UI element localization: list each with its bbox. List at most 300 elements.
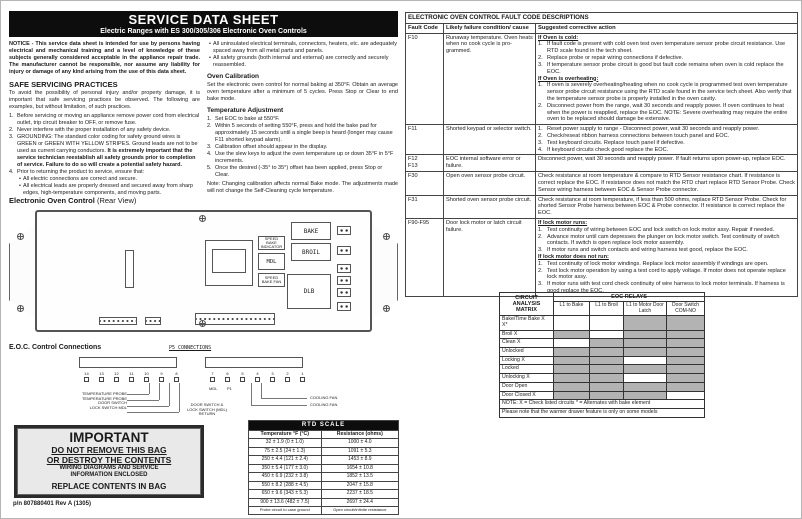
rtd-cell: 32 ± 1.9 (0 ± 1.0)	[249, 439, 322, 448]
pin-square	[285, 377, 290, 382]
matrix-row	[500, 330, 705, 339]
fault-code-table	[405, 12, 798, 297]
matrix-corner-title: CIRCUIT ANALYSIS MATRIX	[500, 293, 554, 316]
action-step	[538, 147, 795, 154]
fault-table-title: ELECTRONIC OVEN CONTROL FAULT CODE DESCRIPTIONS	[406, 13, 798, 24]
matrix-cell	[554, 356, 590, 365]
step-text: Use the slew keys to adjust the oven temperature up or down 35°F in 5°F increments.	[215, 151, 394, 165]
fault-row	[406, 125, 798, 155]
safe-servicing-heading: SAFE SERVICING PRACTICES	[9, 79, 118, 89]
temperature-step	[207, 116, 398, 123]
list-number: 4.	[9, 169, 14, 176]
action-step	[538, 126, 795, 133]
pin-square	[144, 377, 149, 382]
cooling-fan-label: COOLING FAN	[310, 402, 338, 407]
important-line: IMPORTANT	[69, 430, 149, 445]
leader-line	[261, 398, 307, 399]
matrix-row-label: Locked	[500, 365, 554, 374]
list-text	[17, 169, 200, 195]
fault-column-header: Likely failure condition/ cause	[444, 23, 536, 33]
rtd-cell: 1654 ± 10.8	[321, 464, 398, 473]
bullet-text: All safety grounds (both internal and external) are correctly and securely reassembled.	[213, 54, 389, 68]
cooling-fan-label: COOLING FAN	[310, 395, 338, 400]
sub-bullet-item	[17, 183, 200, 195]
matrix-cell	[554, 374, 590, 383]
step-text: Replace probe or repair wiring connections if defective.	[547, 55, 684, 62]
matrix-row-label: Locking X	[500, 356, 554, 365]
step-text: Once the desired (-35° to 35°) offset has been applied, press Stop or Clear.	[215, 165, 383, 179]
list-text	[17, 134, 200, 169]
step-number: 1.	[538, 226, 543, 233]
step-text: Within 5 seconds of setting 550°F, press and hold the bake pad for approximately 15 seconds until a single beep is heard (longer may cause F11 shorted keypad alarm).	[215, 123, 393, 144]
step-text: Set EOC to bake at 550°F.	[215, 116, 280, 123]
connector-label: DOOR SWITCH	[98, 400, 127, 406]
left-text-column	[9, 41, 200, 195]
rtd-cell: 1852 ± 13.5	[321, 473, 398, 482]
leader-line	[127, 412, 179, 413]
matrix-cell	[667, 356, 705, 365]
matrix-footnote: Please note that the warmer drawer feature is only on some models	[500, 409, 705, 418]
connector-pin	[83, 371, 90, 382]
connector-pin	[269, 371, 276, 382]
eoc-connections-heading: E.O.C. Control Connections	[9, 344, 102, 351]
rtd-cell: 900 ± 13.6 (482 ± 7.5)	[249, 498, 322, 507]
connector-pin	[254, 371, 261, 382]
matrix-cell	[590, 391, 624, 400]
fault-action-cell	[536, 218, 798, 296]
temperature-step	[207, 151, 398, 165]
rtd-data-row	[249, 464, 399, 473]
step-number: 3.	[538, 139, 543, 146]
action-heading: If lock motor runs:	[538, 219, 588, 226]
important-notice-box	[14, 425, 204, 498]
step-text: If fault code is present with cold oven test oven temperature sensor probe circuit resistance. Use RTD scale found in the tech sheet.	[547, 41, 786, 55]
rtd-cell: 2697 ± 24.4	[321, 498, 398, 507]
matrix-cell	[624, 339, 667, 348]
list-text-normal: Before servicing or moving an appliance remove power cord from electrical outlet, trip circuit breaker to OFF, or remove fuse.	[17, 113, 200, 127]
step-text: If keyboard circuits check good replace the EOC.	[547, 146, 669, 153]
matrix-column-header: L1 to Bake	[554, 302, 590, 316]
leader-line	[127, 394, 149, 395]
matrix-cell	[590, 382, 624, 391]
matrix-cell	[554, 339, 590, 348]
step-text: Test continuity of lock motor windings. Replace lock motor assembly if windings are open.	[547, 260, 769, 267]
fault-title-row	[406, 13, 798, 24]
fault-row	[406, 195, 798, 218]
rtd-data-row	[249, 481, 399, 490]
pin-square	[225, 377, 230, 382]
pin-square	[159, 377, 164, 382]
mdl-pin-label: MDL	[209, 386, 218, 391]
fault-cause-cell: Runaway temperature. Oven heats when no cook cycle is pro- grammed.	[444, 33, 536, 125]
leader-line	[127, 400, 159, 401]
temperature-adjustment-heading: Temperature Adjustment	[207, 107, 284, 115]
pin-square	[255, 377, 260, 382]
matrix-cell	[624, 391, 667, 400]
circuit-analysis-matrix	[499, 292, 705, 418]
intro-text-columns	[9, 41, 398, 195]
connector-pin	[158, 371, 165, 382]
step-text: Calibration offset should appear in the display.	[215, 144, 328, 151]
step-number: 2.	[538, 102, 543, 109]
matrix-row-label: Broil X	[500, 330, 554, 339]
pin-number: 4	[256, 371, 259, 376]
fault-cause-cell: Shorted oven sensor probe circuit.	[444, 195, 536, 218]
temperature-step	[207, 144, 398, 151]
pin-row-left	[83, 371, 180, 382]
action-step	[538, 247, 795, 254]
matrix-cell	[590, 365, 624, 374]
rtd-data-row	[249, 498, 399, 507]
matrix-cell	[554, 348, 590, 357]
terminal-pair	[337, 264, 351, 273]
right-text-column	[207, 41, 398, 195]
list-number: 2.	[9, 127, 14, 134]
leader-line	[261, 383, 262, 398]
terminal-pair	[337, 288, 351, 297]
matrix-cell	[590, 348, 624, 357]
matrix-row-label: Unlocking X	[500, 374, 554, 383]
step-text: Disconnect power from the range, wait 30 seconds and reapply power. If oven continues to heat when the power is reapplied, replace the EOC. NOTE: Severe overheating may require the entire oven to be replaced should damage be extensive.	[547, 102, 788, 123]
mdl-relay-box: MDL	[258, 253, 285, 270]
matrix-relays-title: EOC RELAYS	[554, 293, 705, 302]
important-line: WIRING DIAGRAMS AND SERVICE	[59, 465, 159, 471]
matrix-row-label: Bake/Time Bake X X*	[500, 316, 554, 330]
safe-servicing-item	[9, 127, 200, 134]
important-line: REPLACE CONTENTS IN BAG	[51, 482, 167, 491]
step-number: 1.	[538, 41, 543, 48]
sub-bullet-text: All electrical leads are properly dressed and secured away from sharp edges, high-temperature components, and moving parts.	[23, 183, 193, 195]
speed-bake-fan-box: SPEED BAKE FAN	[258, 273, 285, 287]
action-step	[538, 55, 795, 62]
pin-number: 8	[175, 371, 178, 376]
rtd-column-header: Resistance (ohms)	[321, 430, 398, 439]
fault-action-cell	[536, 172, 798, 195]
step-number: 3.	[538, 61, 543, 68]
connector-label: TEMPERATURE PROBE	[81, 391, 127, 396]
matrix-cell	[667, 365, 705, 374]
action-step	[538, 62, 795, 76]
list-number: 2.	[207, 123, 212, 130]
pin-number: 12	[114, 371, 119, 376]
terminal-pair	[337, 246, 351, 255]
matrix-cell	[590, 316, 624, 330]
action-step	[538, 268, 795, 282]
screw-hole-icon	[17, 305, 24, 312]
terminal-pair	[337, 276, 351, 285]
fault-cause-cell: EOC internal software error or failure.	[444, 155, 536, 172]
rtd-cell: 1000 ± 4.0	[321, 439, 398, 448]
connector-pin	[209, 371, 216, 382]
fault-code-cell: F12 F13	[406, 155, 444, 172]
connector-pin	[143, 371, 150, 382]
rtd-data-row	[249, 473, 399, 482]
matrix-cell	[554, 391, 590, 400]
step-text: Test lock motor operation by using a test cord to apply voltage. If motor does not operate replace lock motor assy.	[547, 267, 786, 281]
pin-square	[129, 377, 134, 382]
pin-number: 14	[84, 371, 89, 376]
fault-column-header: Suggested corrective action	[536, 23, 798, 33]
fault-code-cell: F90-F95	[406, 218, 444, 296]
rtd-title-row	[249, 421, 399, 431]
safe-servicing-list	[9, 113, 200, 195]
action-step	[538, 41, 795, 55]
matrix-cell	[554, 382, 590, 391]
connector-labels-left	[41, 392, 127, 410]
pin-number: 1	[301, 371, 304, 376]
list-text	[17, 113, 200, 127]
matrix-cell	[667, 316, 705, 330]
step-text: Test continuity of wiring between EOC and lock switch on lock motor assy. Repair if needed.	[547, 226, 775, 233]
action-step	[538, 103, 795, 123]
rtd-footer-cell: Open circuit/infinite resistance	[321, 507, 398, 514]
rtd-data-row	[249, 447, 399, 456]
matrix-note-row	[500, 400, 705, 409]
fault-row	[406, 155, 798, 172]
bullet-icon: •	[209, 41, 211, 47]
rtd-footer-cell: Probe circuit to case ground	[249, 507, 322, 514]
important-line: INFORMATION ENCLOSED	[70, 472, 148, 478]
matrix-row	[500, 365, 705, 374]
matrix-cell	[590, 339, 624, 348]
step-text: If motor runs and switch contacts and wiring harness test good, replace the EOC.	[547, 247, 748, 254]
screw-hole-icon	[17, 233, 24, 240]
leader-line	[179, 383, 180, 412]
notice-paragraph: NOTICE - This service data sheet is intended for use by persons having electrical and mechanical training and a level of knowledge of these subjects generally considered acceptable in the appliance repair trade. The manufacturer cannot be responsible, nor assume any liability for injury or damage of any kind arising from the use of this data sheet.	[9, 41, 200, 75]
bullet-icon: •	[19, 183, 21, 190]
action-step	[538, 140, 795, 147]
page-subtitle: Electric Ranges with ES 300/305/306 Electronic Oven Controls	[100, 28, 307, 35]
connector-housing-right	[205, 357, 303, 368]
fault-row	[406, 33, 798, 125]
matrix-cell	[667, 382, 705, 391]
screw-hole-icon	[383, 305, 390, 312]
pin-number: 5	[241, 371, 244, 376]
step-text: If temperature sensor probe circuit is good but fault code remains when oven is cold replace the EOC.	[547, 61, 784, 75]
part-number: p/n 807880401 Rev A (1305)	[13, 501, 91, 507]
fault-code-cell: F11	[406, 125, 444, 155]
action-text: Disconnect power, wait 30 seconds and reapply power. If fault returns upon power-up, replace EOC.	[538, 156, 786, 163]
action-step	[538, 227, 795, 234]
matrix-cell	[624, 356, 667, 365]
list-number: 3.	[9, 134, 14, 141]
matrix-note: NOTE: X = Check listed circuits * = Alternates with bake element	[500, 400, 705, 409]
pin-number: 10	[144, 371, 149, 376]
matrix-row	[500, 339, 705, 348]
matrix-cell	[554, 316, 590, 330]
fault-action-cell	[536, 33, 798, 125]
matrix-cell	[667, 374, 705, 383]
connector-label: TEMPERATURE PROBE	[81, 395, 127, 401]
leader-line	[169, 383, 170, 406]
screw-hole-icon	[199, 215, 206, 222]
list-number: 1.	[207, 116, 212, 123]
fault-code-cell: F10	[406, 33, 444, 125]
important-line: DO NOT REMOVE THIS BAG	[51, 445, 167, 455]
matrix-column-header: L1 to Broil	[590, 302, 624, 316]
bullet-text: All uninsulated electrical terminals, connectors, heaters, etc. are adequately spaced away from all metal parts and panels.	[213, 41, 398, 54]
step-number: 1.	[538, 126, 543, 133]
rtd-data-row	[249, 456, 399, 465]
bullet-icon: •	[19, 176, 21, 183]
step-text: If oven is severely overheating/heating when no cook cycle is programmed test oven temperature sensor probe circuit resistance using the RTD scale found in the service tech sheet. Also verify that the temperature sensor probe is properly installed in the oven cavity.	[547, 82, 792, 102]
fault-code-cell: F31	[406, 195, 444, 218]
important-line: OR DESTROY THE CONTENTS	[46, 455, 172, 465]
rtd-cell: 350 ± 5.4 (177 ± 3.0)	[249, 464, 322, 473]
step-number: 2.	[538, 267, 543, 274]
connector-pin	[239, 371, 246, 382]
list-number: 4.	[207, 151, 212, 158]
connector-strip	[99, 317, 137, 325]
matrix-column-header: L1 to Motor Door Latch	[624, 302, 667, 316]
step-number: 2.	[538, 55, 543, 62]
fault-column-header: Fault Code	[406, 23, 444, 33]
step-text: Check/reseat ribbon harness connections between touch panel and EOC.	[547, 133, 730, 139]
pin-number: 11	[129, 371, 134, 376]
step-text: Test keyboard circuits. Replace touch panel if defective.	[547, 139, 685, 146]
pin-number: 13	[99, 371, 104, 376]
pin-square	[99, 377, 104, 382]
fault-cause-cell: Door lock motor or latch circuit failure.	[444, 218, 536, 296]
matrix-row-label: Door Closed X	[500, 391, 554, 400]
matrix-row	[500, 391, 705, 400]
rtd-scale-table	[248, 420, 399, 515]
safe-servicing-item	[9, 169, 200, 195]
action-step	[538, 261, 795, 268]
fault-row	[406, 172, 798, 195]
connector-pin	[98, 371, 105, 382]
fault-cause-cell: Open oven sensor probe circuit.	[444, 172, 536, 195]
rtd-data-row	[249, 490, 399, 499]
connector-pin	[113, 371, 120, 382]
rtd-cell: 1453 ± 8.9	[321, 456, 398, 465]
matrix-row-label: Door Open	[500, 382, 554, 391]
matrix-row-label: Unlocked	[500, 348, 554, 357]
component-capacitor	[125, 250, 134, 288]
temperature-step	[207, 165, 398, 179]
leader-line	[251, 405, 307, 406]
matrix-cell	[624, 330, 667, 339]
dlb-relay-box: DLB	[287, 274, 331, 309]
list-text	[17, 127, 200, 134]
matrix-cell	[590, 356, 624, 365]
rtd-cell: 1091 ± 5.3	[321, 447, 398, 456]
control-board	[35, 210, 372, 332]
pin-number: 3	[271, 371, 274, 376]
connector-label: LOCK SWITCH MDL	[89, 404, 127, 410]
screw-hole-icon	[383, 233, 390, 240]
title-banner	[9, 11, 398, 37]
reassembly-bullet	[207, 55, 398, 69]
connector-pin	[299, 371, 306, 382]
pin-square	[210, 377, 215, 382]
step-number: 1.	[538, 82, 543, 89]
leader-line	[149, 383, 150, 394]
rtd-cell: 2047 ± 15.8	[321, 481, 398, 490]
action-text: Check resistance at room temperature, if less than 500 ohms, replace RTD Sensor Probe. Check for shorted Sensor Probe harness between EOC & Probe connector. If resistance is correct replace the EOC.	[538, 196, 787, 217]
fault-action-cell	[536, 195, 798, 218]
matrix-cell	[554, 365, 590, 374]
action-heading: If lock motor does not run:	[538, 254, 609, 260]
rtd-header-row	[249, 430, 399, 439]
pin-square	[300, 377, 305, 382]
pin-number: 9	[160, 371, 163, 376]
eoc-connections-diagram	[9, 353, 398, 421]
rtd-cell: 75 ± 2.5 (24 ± 1.3)	[249, 447, 322, 456]
leader-line	[251, 383, 252, 405]
fault-code-cell: F30	[406, 172, 444, 195]
p1-pin-label: P1	[227, 386, 232, 391]
bake-relay-box: BAKE	[291, 222, 331, 240]
pin-number: 6	[226, 371, 229, 376]
matrix-cell	[554, 330, 590, 339]
step-number: 3.	[538, 247, 543, 254]
matrix-cell	[624, 316, 667, 330]
matrix-row	[500, 348, 705, 357]
reassembly-bullets	[207, 41, 398, 69]
matrix-row	[500, 374, 705, 383]
matrix-cell	[590, 374, 624, 383]
pin-square	[240, 377, 245, 382]
action-step	[538, 234, 795, 248]
action-step	[538, 82, 795, 102]
fault-cause-cell: Shorted keypad or selector switch.	[444, 125, 536, 155]
calibration-note: Note: Changing calibration affects normal Bake mode. The adjustments made will not change the Self-Cleaning cycle temperature.	[207, 181, 398, 195]
matrix-cell	[624, 365, 667, 374]
broil-relay-box: BROIL	[291, 243, 331, 261]
fault-header-row	[406, 23, 798, 33]
action-heading: If Oven is cold:	[538, 34, 579, 41]
list-text-normal: Prior to returning the product to service, ensure that:	[17, 169, 145, 176]
transformer	[205, 240, 253, 286]
fault-action-cell	[536, 125, 798, 155]
rear-view-heading: Electronic Oven Control (Rear View)	[9, 196, 137, 205]
sub-bullet-text: All electric connections are correct and secure.	[23, 176, 138, 183]
leader-line	[127, 406, 169, 407]
list-text-normal: Never interfere with the proper installation of any safety device.	[17, 127, 171, 134]
matrix-row	[500, 382, 705, 391]
matrix-cell	[667, 330, 705, 339]
step-text: If motor runs with test cord check continuity of wire harness to lock motor terminals. If harness is good replace the EOC.	[547, 281, 785, 295]
rtd-footer-row	[249, 507, 399, 514]
matrix-cell	[667, 339, 705, 348]
bullet-icon: •	[209, 54, 211, 61]
rtd-cell: 250 ± 4.4 (121 ± 2.4)	[249, 456, 322, 465]
pin-number: 7	[211, 371, 214, 376]
list-text-normal: GROUNDING: The standard color coding for safety ground wires is GREEN or GREEN WITH YELLOW STRIPES. Ground leads are not to be used as current carrying conductors.	[17, 134, 198, 155]
matrix-row	[500, 356, 705, 365]
connector-pin	[284, 371, 291, 382]
matrix-cell	[667, 348, 705, 357]
pin-square	[84, 377, 89, 382]
terminal-pair	[337, 302, 351, 311]
oven-calibration-heading: Oven Calibration	[207, 72, 260, 80]
list-number: 5.	[207, 165, 212, 172]
step-number: 3.	[538, 281, 543, 288]
rear-view-diagram	[9, 205, 398, 339]
matrix-cell	[624, 348, 667, 357]
step-text: Reset power supply to range - Disconnect power, wait 30 seconds and reapply power.	[547, 126, 760, 133]
step-number: 2.	[538, 233, 543, 240]
connector-pin	[224, 371, 231, 382]
fault-row	[406, 218, 798, 296]
rtd-cell: 650 ± 9.6 (343 ± 5.3)	[249, 490, 322, 499]
list-text-bold: It is extremely important that the service technician reestablish all safety grounds prior to completion of service. Failure to do so will create a potential safety hazard.	[17, 148, 196, 169]
rtd-cell: 550 ± 8.2 (288 ± 4.5)	[249, 481, 322, 490]
terminal-pair	[337, 226, 351, 235]
temperature-step	[207, 123, 398, 144]
matrix-cell	[590, 330, 624, 339]
